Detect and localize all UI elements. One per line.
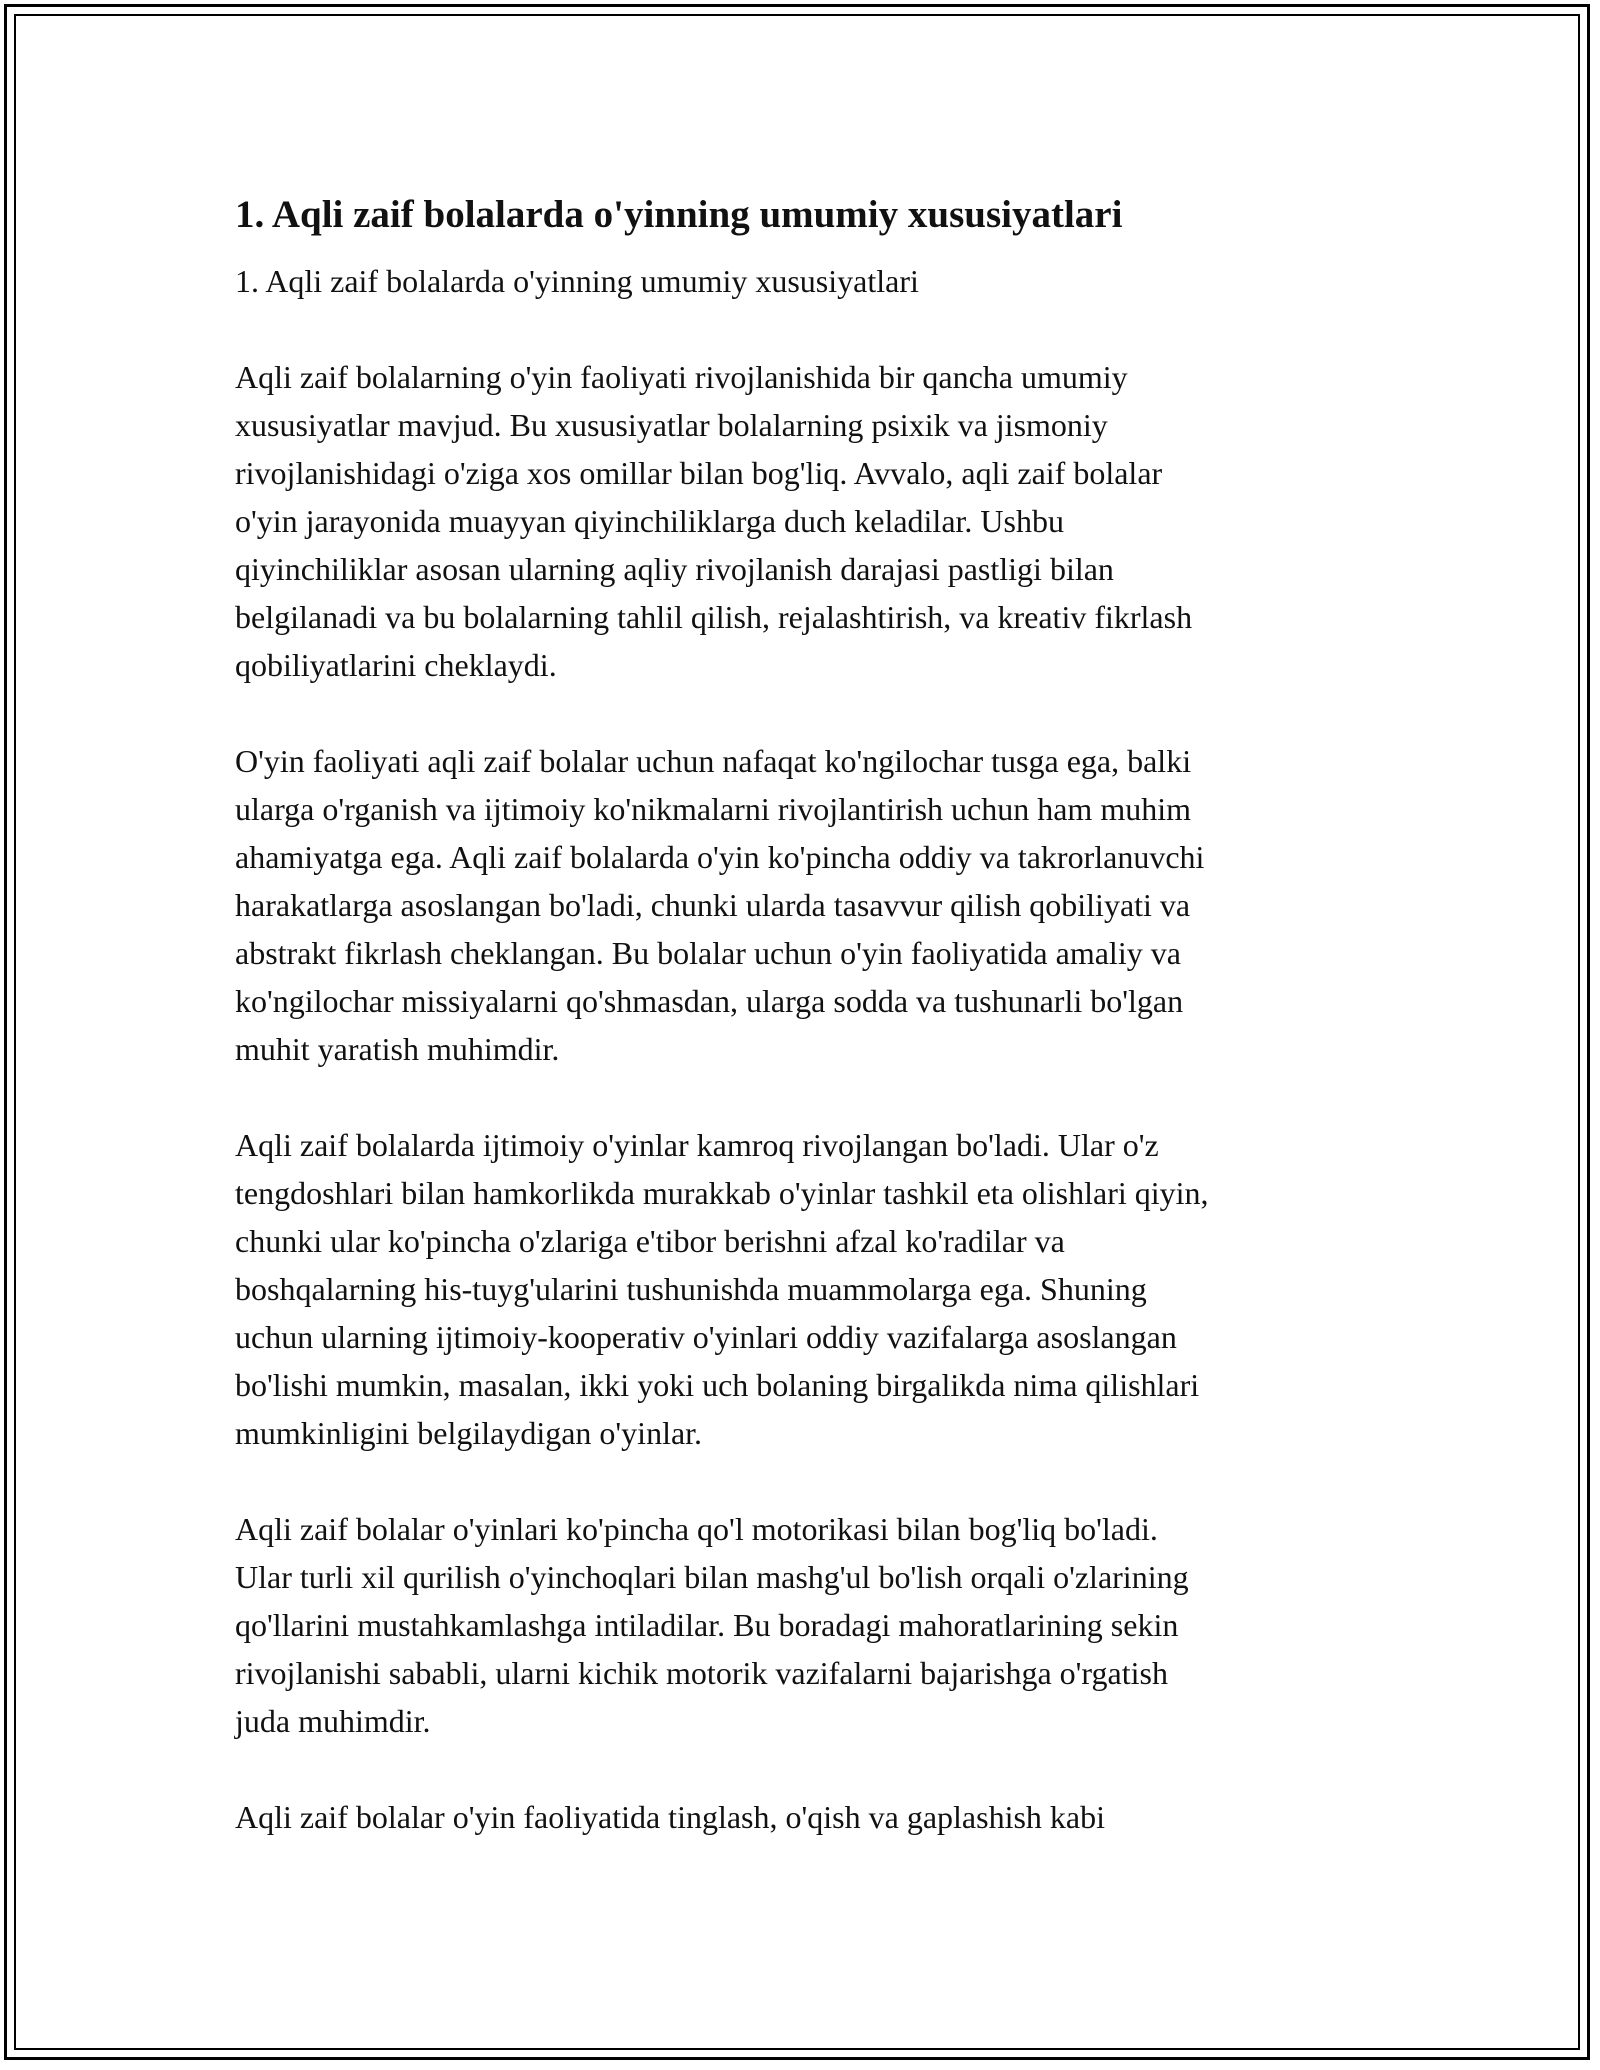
document-content [235,185,1375,1841]
document-heading: 1. Aqli zaif bolalarda o'yinning umumiy xususiyatlari [235,193,1123,236]
paragraph-4: Aqli zaif bolalar o'yinlari ko'pincha qo'l motorikasi bilan bog'liq bo'ladi. Ular turli xil qurilish o'yinchoqlari bilan mashg'ul bo'lish orqali o'zlarining qo'llarini mustahkamlashga intiladilar. Bu boradagi mahoratlarining sekin rivojlanishi sababli, ularni kichik motorik vazifalarni bajarishga o'rgatish juda muhimdir. [235,1511,1189,1739]
paragraph-3: Aqli zaif bolalarda ijtimoiy o'yinlar kamroq rivojlangan bo'ladi. Ular o'z tengdoshlari bilan hamkorlikda murakkab o'yinlar tashkil eta olishlari qiyin, chunki ular ko'pincha o'zlariga e'tibor berishni afzal ko'radilar va boshqalarning his-tuyg'ularini tushunishda muammolarga ega. Shuning uchun ularning ijtimoiy-kooperativ o'yinlari oddiy vazifalarga asoslangan bo'lishi mumkin, masalan, ikki yoki uch bolaning birgalikda nima qilishlari mumkinligini belgilaydigan o'yinlar. [235,1127,1209,1451]
document-subheading: 1. Aqli zaif bolalarda o'yinning umumiy xususiyatlari [235,263,919,299]
paragraph-1: Aqli zaif bolalarning o'yin faoliyati rivojlanishida bir qancha umumiy xususiyatlar mavjud. Bu xususiyatlar bolalarning psixik va jismoniy rivojlanishidagi o'ziga xos omillar bilan bog'liq. Avvalo, aqli zaif bolalar o'yin jarayonida muayyan qiyinchiliklarga duch keladilar. Ushbu qiyinchiliklar asosan ularning aqliy rivojlanish darajasi pastligi bilan belgilanadi va bu bolalarning tahlil qilish, rejalashtirish, va kreativ fikrlash qobiliyatlarini cheklaydi. [235,359,1193,683]
paragraph-2: O'yin faoliyati aqli zaif bolalar uchun nafaqat ko'ngilochar tusga ega, balki ularga o'rganish va ijtimoiy ko'nikmalarni rivojlantirish uchun ham muhim ahamiyatga ega. Aqli zaif bolalarda o'yin ko'pincha oddiy va takrorlanuvchi harakatlarga asoslangan bo'ladi, chunki ularda tasavvur qilish qobiliyati va abstrakt fikrlash cheklangan. Bu bolalar uchun o'yin faoliyatida amaliy va ko'ngilochar missiyalarni qo'shmasdan, ularga sodda va tushunarli bo'lgan muhit yaratish muhimdir. [235,743,1205,1067]
paragraph-5: Aqli zaif bolalar o'yin faoliyatida tinglash, o'qish va gaplashish kabi [235,1799,1105,1835]
